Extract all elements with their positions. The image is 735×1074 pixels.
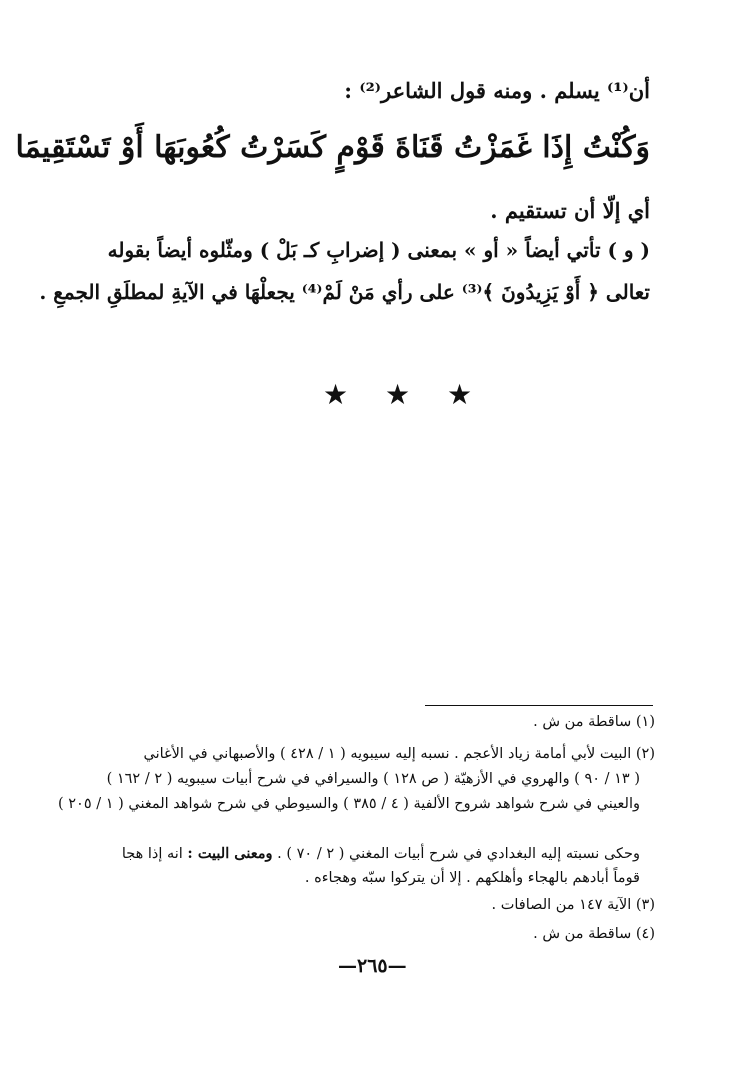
footnote-3: (٣) الآية ١٤٧ من الصافات . [491, 897, 655, 913]
footnote-divider [425, 705, 653, 706]
footnote-2-line-2: ( ١٣ / ٩٠ ) والهروي في الأزهيّة ( ص ١٢٨ ) والسيرافي في شرح أبيات سيبويه ( ٢ / ١٦٢ ) [106, 771, 640, 787]
footnote-4: (٤) ساقطة من ش . [533, 926, 655, 942]
body-line-explanation: أي إلّا أن تستقيم . [490, 198, 650, 223]
section-separator-stars: ★ ★ ★ [323, 378, 487, 411]
footnote-2-line-5: قوماً أبادهم بالهجاء وأهلكهم . إلا أن يتركوا سبّه وهجاءه . [304, 870, 640, 886]
poetry-verse: وَكُنْتُ إِذَا غَمَزْتُ قَنَاةَ قَوْمٍ كَسَرْتُ كُعُوبَهَا أَوْ تَسْتَقِيمَا [15, 130, 650, 165]
footnote-2-line-4-prefix: وحكى نسبته إليه البغدادي في شرح أبيات المغني ( ٢ / ٧٠ ) . [272, 846, 640, 862]
footnote-2-meaning-label: ومعنى البيت : [187, 845, 273, 862]
footnote-2-line-4 [122, 845, 640, 862]
page-number: —٢٦٥— [338, 955, 407, 977]
body-line-paragraph-2: تعالى ﴿ أَوْ يَزِيدُونَ ﴾⁽³⁾ على رأي مَنْ لَمْ⁽⁴⁾ يجعلْهَا في الآيةِ لمطلَقِ الجمعِ . [39, 280, 650, 304]
footnote-1: (١) ساقطة من ش . [533, 714, 655, 730]
body-line-intro: أن⁽¹⁾ يسلم . ومنه قول الشاعر⁽²⁾ : [344, 78, 650, 103]
body-line-paragraph-1: ( و ) تأتي أيضاً « أو » بمعنى ( إضرابِ كـ بَلْ ) ومثّلوه أيضاً بقوله [107, 238, 650, 262]
footnote-2-line-1: (٢) البيت لأبي أمامة زياد الأعجم . نسبه إليه سيبويه ( ١ / ٤٢٨ ) والأصبهاني في الأغاني [143, 746, 655, 762]
footnote-2-line-3: والعيني في شرح شواهد شروح الألفية ( ٤ / ٣٨٥ ) والسيوطي في شرح شواهد المغني ( ١ / ٢٠٥ ) [57, 796, 640, 812]
footnote-2-line-4-suffix: انه إذا هجا [121, 846, 188, 862]
